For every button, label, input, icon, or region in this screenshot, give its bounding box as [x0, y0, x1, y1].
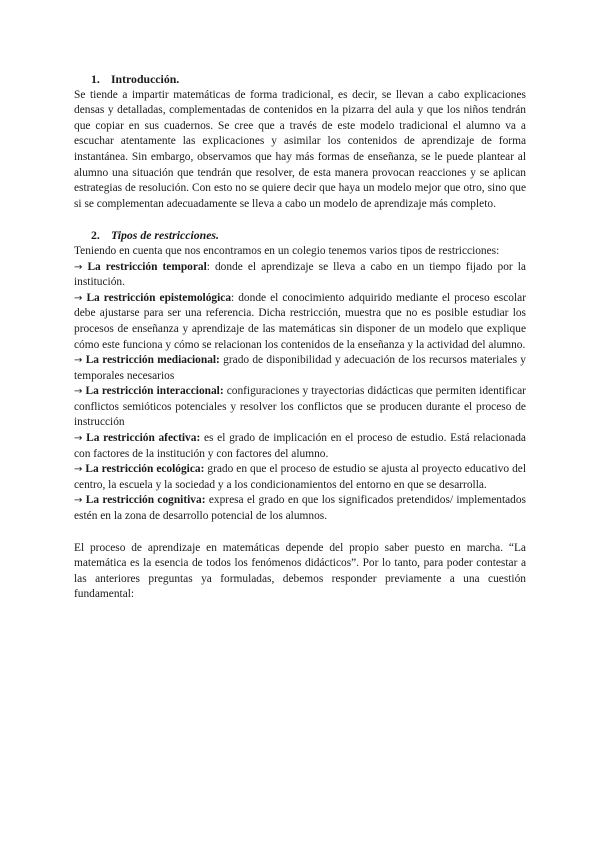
section-heading-restricciones [74, 228, 526, 244]
restriction-item [74, 384, 526, 431]
arrow-icon: → [74, 464, 83, 476]
restriction-item [74, 260, 526, 291]
arrow-icon: → [74, 261, 83, 273]
restriction-label: La restricción temporal [87, 260, 207, 273]
restriction-text: : donde el conocimiento adquirido mediante el proceso escolar debe ajustarse para ser una referencia. Dicha restricción, muestra que no es posible estudiar los procesos de enseñanza y aprendizaje de las matemáticas sin disponer de un modelo que explique cómo este funciona y cómo se relacionan los contenidos de la enseñanza y la actividad del alumno. [74, 291, 526, 351]
arrow-icon: → [74, 495, 83, 507]
paragraph-spacer [74, 525, 526, 541]
restriction-text: grado de disponibilidad y adecuación de los recursos materiales y temporales necesarios [74, 354, 526, 382]
restriction-item [74, 353, 526, 384]
section-number: 1. [91, 72, 100, 86]
restriction-item [74, 431, 526, 462]
arrow-icon: → [74, 386, 83, 398]
document-page [74, 72, 526, 603]
restriction-item [74, 462, 526, 493]
arrow-icon: → [74, 292, 83, 304]
section-paragraph: Se tiende a impartir matemáticas de forma tradicional, es decir, se llevan a cabo explicaciones densas y detalladas, complementadas de contenidos en la pizarra del aula y que los niños tendrán que copiar en sus cuadernos. Se cree que a través de este modelo tradicional el alumno va a escuchar atentamente las explicaciones y asimilar los contenidos de aprendizaje de forma instantánea. Sin embargo, observamos que hay más formas de enseñanza, se le puede plantear al alumno una situación que tendrán que resolver, de esta manera provocan reacciones y se aplican estrategias de resolución. Con esto no se quiere decir que haya un modelo mejor que otro, sino que si se complementan adecuadamente se lleva a cabo un modelo de aprendizaje más completo. [74, 88, 526, 210]
section-number: 2. [91, 228, 100, 243]
restriction-text: es el grado de implicación en el proceso de estudio. Está relacionada con factores de la institución y con factores del alumno. [74, 432, 526, 460]
section-title: Introducción. [110, 72, 180, 86]
arrow-icon: → [74, 355, 83, 367]
restriction-text: expresa el grado en que los significados pretendidos/ implementados estén en la zona de desarrollo potencial de los alumnos. [74, 494, 526, 523]
restriction-text: : donde el aprendizaje se lleva a cabo en un tiempo fijado por la institución. [74, 260, 526, 289]
restriction-label: La restricción afectiva: [86, 432, 201, 445]
closing-paragraph: El proceso de aprendizaje en matemáticas depende del propio saber puesto en marcha. “La matemática es la esencia de todos los fenómenos didácticos”. Por lo tanto, para poder contestar a las anteriores preguntas ya formuladas, debemos responder previamente a una cuestión fundamental: [74, 541, 526, 601]
restriction-item [74, 291, 526, 353]
restriction-label: La restricción interaccional: [85, 385, 224, 398]
section-title: Tipos de restricciones. [110, 228, 219, 243]
restriction-label: La restricción mediacional: [85, 354, 220, 367]
restriction-item [74, 493, 526, 524]
restriction-label: La restricción ecológica: [85, 463, 205, 476]
restriction-text: grado en que el proceso de estudio se ajusta al proyecto educativo del centro, la escuela y la sociedad y a los condicionamientos del entorno en que se desarrolla. [74, 463, 526, 491]
restriction-label: La restricción epistemológica [86, 291, 232, 304]
restriction-label: La restricción cognitiva: [85, 494, 206, 507]
restriction-text: configuraciones y trayectorias didácticas que permiten identificar conflictos semióticos potenciales y resolver los conflictos que se producen durante el proceso de instrucción [74, 385, 526, 429]
arrow-icon: → [74, 433, 83, 445]
section-intro: Teniendo en cuenta que nos encontramos en un colegio tenemos varios tipos de restricciones: [74, 244, 500, 257]
section-heading-introduccion [74, 72, 526, 88]
